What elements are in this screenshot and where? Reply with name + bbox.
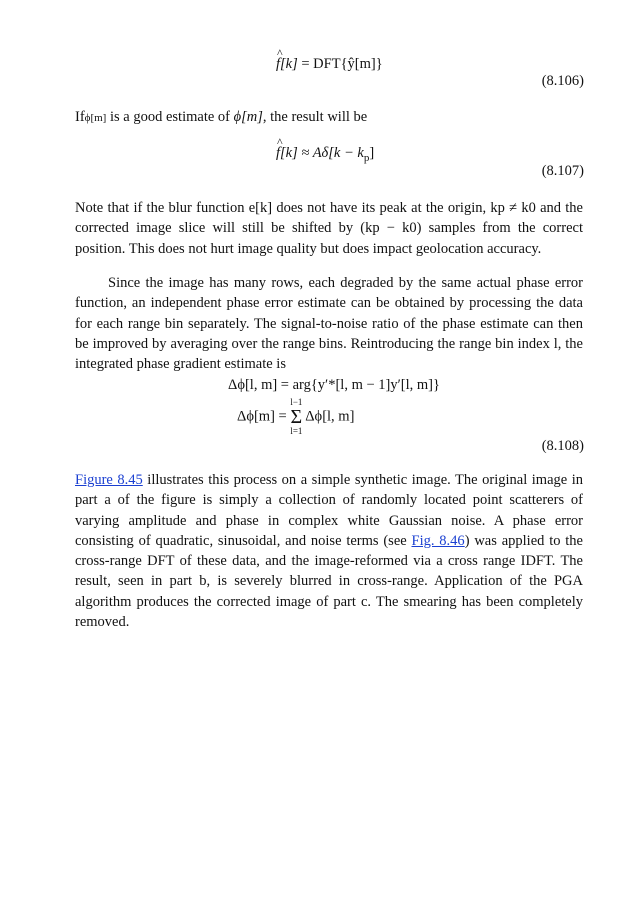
equation-number-8-108: (8.108)	[541, 438, 584, 454]
paragraph-figure-description: Figure 8.45 illustrates this process on a simple synthetic image. The original image in part a of the figure is simply a collection of randomly located point scatterers of varying amplitude and phase in complex white Gaussian noise. A phase error consisting of quadratic, sinusoidal, and noise terms (see Fig. 8.46) was applied to the cross-range DFT of these data, and the image-reformed via a cross range IDFT. The result, seen in part b, is severely blurred in cross-range. Application of the PGA algorithm produces the corrected image of part c. The smearing has been completely removed.	[75, 472, 583, 631]
eq106-lhs: ^ f[k]	[276, 56, 298, 73]
figure-8-45-link[interactable]: Figure 8.45	[75, 472, 143, 488]
paragraph-blur-note: Note that if the blur function e[k] does not have its peak at the origin, kp ≠ k0 and the corrected image slice will still be shifted by (kp − k0) samples from the correct position. This does not hurt image quality but does impact geolocation accuracy.	[75, 200, 583, 257]
equation-number-8-107: (8.107)	[541, 163, 584, 179]
equation-8-108-line1: Δϕ[l, m] = arg{y′*[l, m − 1]y′[l, m]}	[228, 377, 440, 393]
figure-8-46-link[interactable]: Fig. 8.46	[411, 532, 465, 549]
summation-symbol: l−1 Σ l=1	[290, 397, 303, 436]
eq106-rhs: = DFT{ŷ[m]}	[301, 56, 383, 72]
equation-number-8-106: (8.106)	[541, 73, 584, 89]
equation-8-108-line2: Δϕ[m] = l−1 Σ l=1 Δϕ[l, m]	[237, 397, 355, 436]
equation-8-107: ^ $f[k] \approx A\delta[k - k_p]$	[276, 145, 374, 164]
paragraph-estimate: Ifϕ[m] is a good estimate of ϕ[m], the result will be	[75, 109, 368, 125]
equation-8-106	[276, 56, 383, 73]
paragraph-range-bins: Since the image has many rows, each degraded by the same actual phase error function, an independent phase error estimate can be obtained by processing the data for each range bin separately. The signal-to-noise ratio of the phase estimate can then be improved by averaging over the range bins. Reintroducing the range bin index l, the integrated phase gradient estimate is	[75, 275, 583, 373]
